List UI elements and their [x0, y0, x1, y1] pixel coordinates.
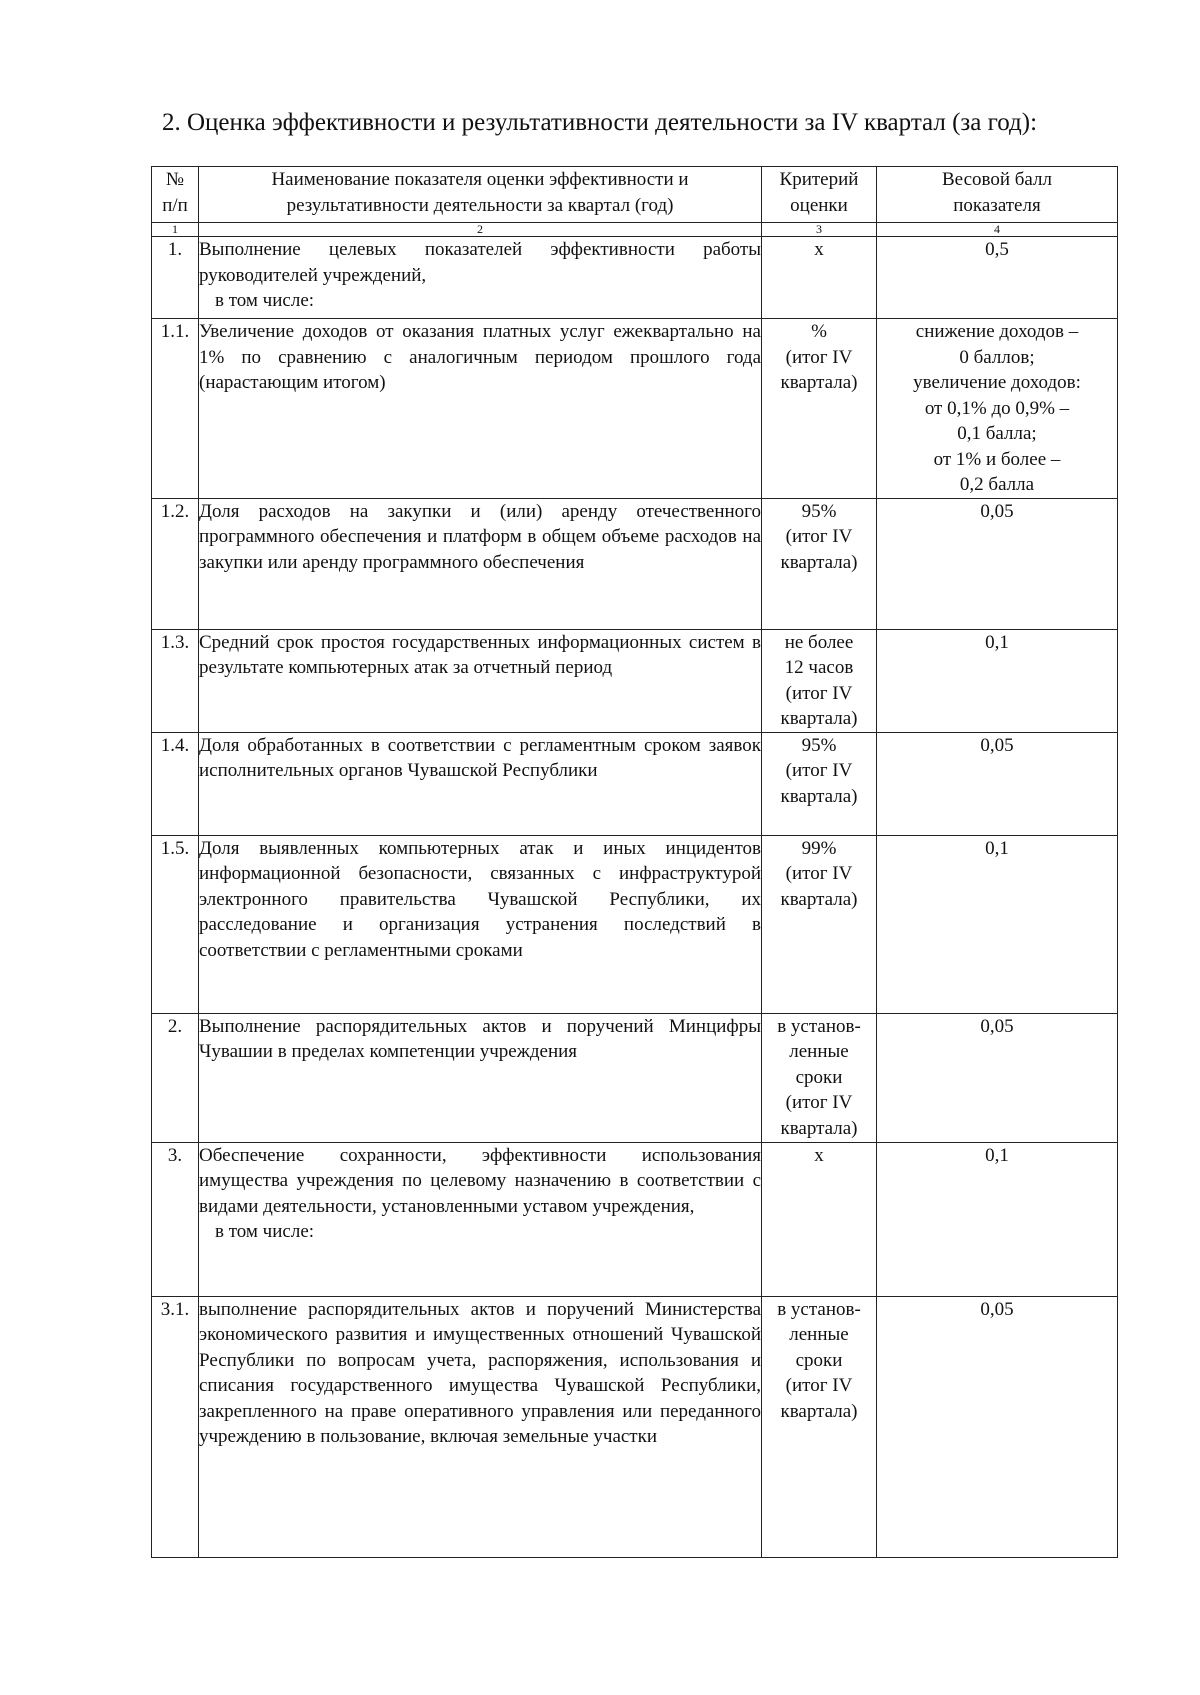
row-criterion	[762, 1013, 877, 1142]
weight-line: от 0,1% до 0,9% –	[924, 397, 1070, 419]
criterion-line: не более	[784, 631, 854, 653]
weight-line: 0,1	[985, 631, 1009, 653]
header-line: Наименование показателя оценки эффективности и	[271, 169, 689, 190]
header-line: результативности деятельности за квартал (год)	[286, 195, 674, 216]
weight-line: снижение доходов –	[915, 321, 1079, 342]
weight-line: 0,1 балла;	[957, 423, 1037, 444]
row-number: 1.5.	[152, 835, 199, 1013]
weight-line: 0,5	[985, 239, 1009, 260]
column-number: 1	[152, 223, 199, 237]
weight-line: 0,2 балла	[959, 474, 1035, 495]
row-number: 3.1.	[152, 1296, 199, 1557]
weight-line: 0 баллов;	[959, 346, 1035, 368]
row-name: Выполнение целевых показателей эффективности работы руководителей учреждений,	[199, 239, 761, 286]
criterion-line: (итог IV	[785, 682, 853, 704]
criterion-line: 99%	[801, 837, 837, 859]
table-row	[152, 1013, 1118, 1142]
row-name-cell	[199, 319, 762, 499]
criterion-line: %	[811, 321, 827, 342]
header-line: оценки	[790, 195, 848, 216]
row-name: Доля обработанных в соответствии с регламентным сроком заявок исполнительных органов Чувашской Республики	[199, 734, 761, 781]
row-name-cell	[199, 498, 762, 629]
row-weight	[877, 629, 1118, 732]
page-title: 2. Оценка эффективности и результативности деятельности за IV квартал (за год):	[162, 109, 1038, 136]
row-weight	[877, 1142, 1118, 1296]
criterion-line: сроки	[795, 1066, 843, 1088]
criterion-line: квартала)	[780, 551, 858, 573]
criterion-line: квартала)	[780, 1117, 858, 1139]
header-line: Критерий	[779, 169, 859, 190]
row-name-tail: в том числе:	[215, 1221, 315, 1242]
row-criterion	[762, 1296, 877, 1557]
table-row	[152, 1296, 1118, 1557]
row-number: 1.4.	[152, 732, 199, 835]
column-number-row	[152, 223, 1118, 237]
table-row	[152, 498, 1118, 629]
row-weight	[877, 237, 1118, 319]
criterion-line: квартала)	[780, 1400, 858, 1422]
table-row	[152, 732, 1118, 835]
header-line: показателя	[953, 195, 1041, 216]
row-name: Доля расходов на закупки и (или) аренду отечественного программного обеспечения и платформ в общем объеме расходов на закупки или аренду программного обеспечения	[199, 500, 761, 573]
header-weight	[877, 167, 1118, 223]
row-number: 1.3.	[152, 629, 199, 732]
column-number: 4	[877, 223, 1118, 237]
row-number: 1.1.	[152, 319, 199, 499]
weight-line: увеличение доходов:	[913, 372, 1081, 393]
criterion-line: в установ-	[777, 1298, 861, 1320]
header-line: Весовой балл	[941, 169, 1052, 190]
table-row	[152, 629, 1118, 732]
table-header-row	[152, 167, 1118, 223]
criterion-line: ленные	[789, 1324, 849, 1345]
criterion-line: (итог IV	[785, 1092, 853, 1113]
criterion-line: квартала)	[780, 372, 858, 393]
row-name-cell	[199, 629, 762, 732]
row-name: Доля выявленных компьютерных атак и иных инцидентов информационной безопасности, связанных с инфраструктурой электронного правительства Чувашской Республики, их расследование и организация устранения последствий в соответствии с регламентными сроками	[199, 837, 761, 961]
row-criterion	[762, 498, 877, 629]
row-name-cell	[199, 1013, 762, 1142]
row-name-tail: в том числе:	[215, 290, 315, 311]
criterion-line: квартала)	[780, 785, 858, 807]
row-number: 3.	[152, 1142, 199, 1296]
row-number: 1.	[152, 237, 199, 319]
row-criterion	[762, 1142, 877, 1296]
row-weight	[877, 498, 1118, 629]
row-criterion	[762, 319, 877, 499]
row-name: Средний срок простоя государственных информационных систем в результате компьютерных атак за отчетный период	[199, 631, 761, 678]
criterion-line: (итог IV	[785, 760, 853, 781]
weight-line: 0,05	[980, 500, 1014, 522]
row-weight	[877, 1013, 1118, 1142]
row-criterion	[762, 732, 877, 835]
column-number: 2	[199, 223, 762, 237]
weight-line: от 1% и более –	[933, 448, 1061, 470]
row-weight	[877, 319, 1118, 499]
weight-line: 0,05	[980, 734, 1014, 756]
row-name-cell	[199, 732, 762, 835]
weight-line: 0,1	[985, 837, 1009, 859]
row-name: выполнение распорядительных актов и поручений Министерства экономического развития и имущественных отношений Чувашской Республики по вопросам учета, распоряжения, использования и списания государственного имущества Чувашской Республики, закрепленного на праве оперативного управления или переданного учреждению в пользование, включая земельные участки	[199, 1298, 761, 1447]
row-weight	[877, 1296, 1118, 1557]
criterion-line: (итог IV	[785, 1375, 853, 1396]
weight-line: 0,1	[985, 1144, 1009, 1166]
row-criterion	[762, 629, 877, 732]
weight-line: 0,05	[980, 1015, 1014, 1037]
table-row	[152, 835, 1118, 1013]
header-number	[152, 167, 199, 223]
row-criterion	[762, 835, 877, 1013]
table-row	[152, 237, 1118, 319]
row-name: Выполнение распорядительных актов и поручений Минцифры Чувашии в пределах компетенции учреждения	[199, 1015, 761, 1062]
table-row	[152, 319, 1118, 499]
row-number: 2.	[152, 1013, 199, 1142]
header-indicator-name	[199, 167, 762, 223]
criterion-line: сроки	[795, 1349, 843, 1371]
header-criterion	[762, 167, 877, 223]
criterion-line: 95%	[801, 500, 837, 522]
weight-line: 0,05	[980, 1298, 1014, 1320]
criterion-line: квартала)	[780, 888, 858, 910]
row-name-cell	[199, 237, 762, 319]
row-criterion	[762, 237, 877, 319]
criterion-line: 12 часов	[784, 657, 854, 678]
row-weight	[877, 732, 1118, 835]
evaluation-table	[151, 166, 1118, 1558]
criterion-line: в установ-	[777, 1015, 861, 1037]
row-weight	[877, 835, 1118, 1013]
row-name-cell	[199, 1296, 762, 1557]
criterion-line: (итог IV	[785, 346, 853, 368]
criterion-line: (итог IV	[785, 526, 853, 547]
row-name: Обеспечение сохранности, эффективности использования имущества учреждения по целевому назначению в соответствии с видами деятельности, установленными уставом учреждения,	[199, 1144, 761, 1217]
row-number: 1.2.	[152, 498, 199, 629]
criterion-line: ленные	[789, 1041, 849, 1062]
row-name-cell	[199, 1142, 762, 1296]
table-row	[152, 1142, 1118, 1296]
criterion-line: х	[814, 1144, 824, 1166]
row-name-cell	[199, 835, 762, 1013]
criterion-line: 95%	[801, 734, 837, 756]
criterion-line: (итог IV	[785, 863, 853, 884]
row-name: Увеличение доходов от оказания платных услуг ежеквартально на 1% по сравнению с аналогичным периодом прошлого года (нарастающим итогом)	[199, 321, 761, 393]
header-line: №	[165, 169, 185, 190]
header-line: п/п	[162, 195, 188, 216]
criterion-line: х	[814, 239, 824, 260]
criterion-line: квартала)	[780, 708, 858, 729]
column-number: 3	[762, 223, 877, 237]
